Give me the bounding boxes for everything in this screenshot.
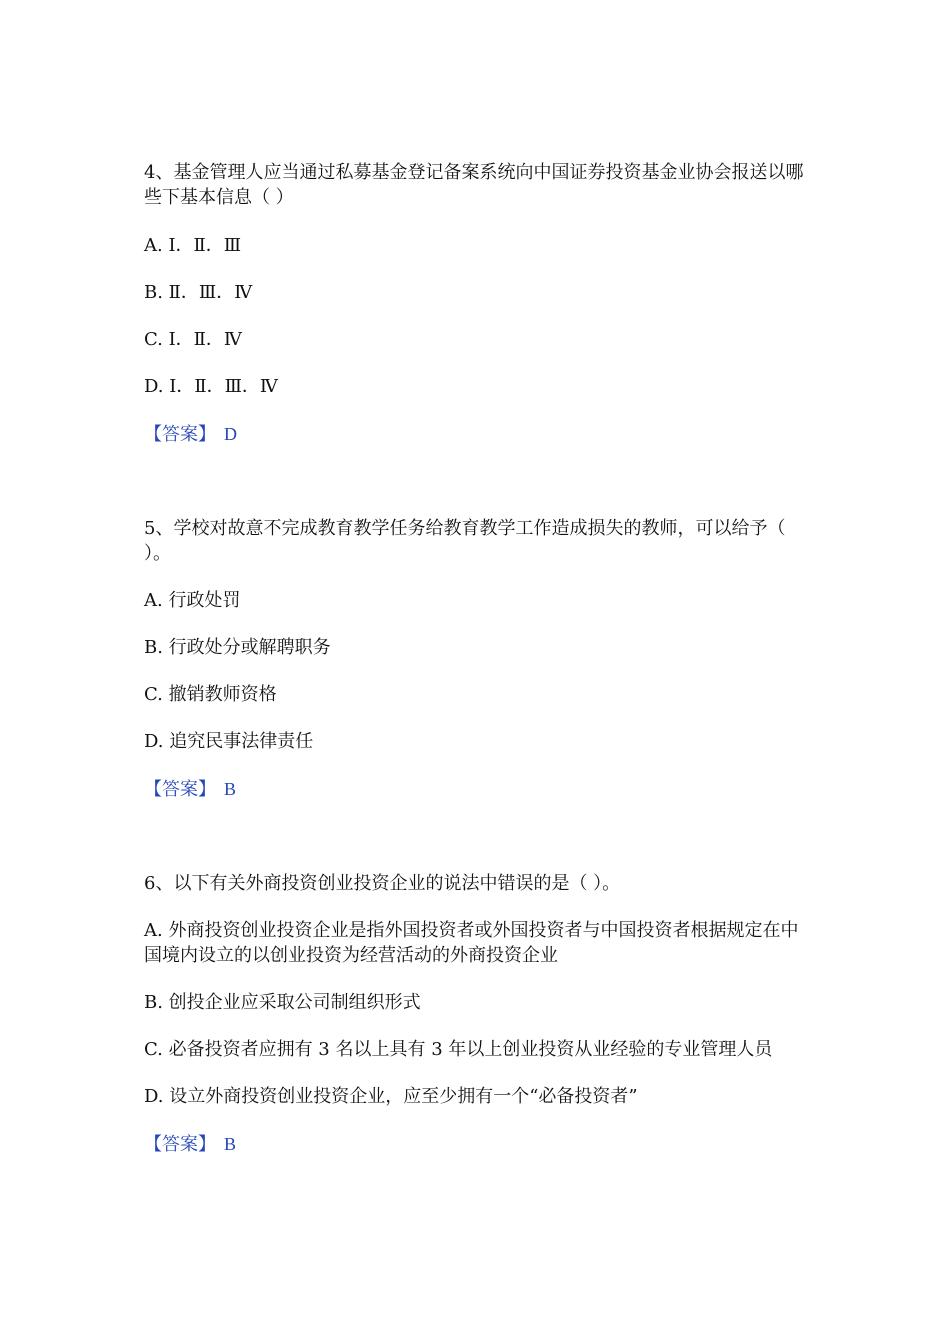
question-stem: 6、以下有关外商投资创业投资企业的说法中错误的是（ ）。: [144, 873, 621, 894]
answer-value: B: [224, 1134, 237, 1154]
answer-line: [144, 777, 236, 802]
answer-line: [144, 1132, 236, 1157]
answer-label: 【答案】: [144, 779, 216, 800]
answer-value: D: [224, 424, 237, 444]
answer-label: 【答案】: [144, 424, 216, 445]
question-4: [144, 160, 814, 445]
question-6: [144, 871, 814, 1155]
option-b: B. 行政处分或解聘职务: [144, 637, 331, 658]
option-a: A. 行政处罚: [144, 590, 241, 611]
option-c: C. Ⅰ．Ⅱ．Ⅳ: [144, 329, 242, 350]
option-d: D. 设立外商投资创业投资企业，应至少拥有一个“必备投资者”: [144, 1086, 638, 1107]
question-5: [144, 516, 814, 800]
option-c: C. 必备投资者应拥有 3 名以上具有 3 年以上创业投资从业经验的专业管理人员: [144, 1039, 773, 1060]
option-b: B. Ⅱ．Ⅲ．Ⅳ: [144, 282, 253, 303]
question-stem: 4、基金管理人应当通过私募基金登记备案系统向中国证券投资基金业协会报送以哪些下基本信息（ ）: [144, 162, 804, 208]
option-a: A. Ⅰ．Ⅱ．Ⅲ: [144, 235, 242, 256]
answer-label: 【答案】: [144, 1134, 216, 1155]
option-a: A. 外商投资创业投资企业是指外国投资者或外国投资者与中国投资者根据规定在中国境内设立的以创业投资为经营活动的外商投资企业: [144, 920, 799, 966]
option-b: B. 创投企业应采取公司制组织形式: [144, 992, 421, 1013]
answer-line: [144, 422, 237, 447]
option-c: C. 撤销教师资格: [144, 684, 277, 705]
option-d: D. 追究民事法律责任: [144, 731, 314, 752]
answer-value: B: [224, 779, 237, 799]
option-d: D. Ⅰ．Ⅱ．Ⅲ．Ⅳ: [144, 376, 278, 397]
question-stem: 5、学校对故意不完成教育教学任务给教育教学工作造成损失的教师，可以给予（ ）。: [144, 518, 786, 564]
